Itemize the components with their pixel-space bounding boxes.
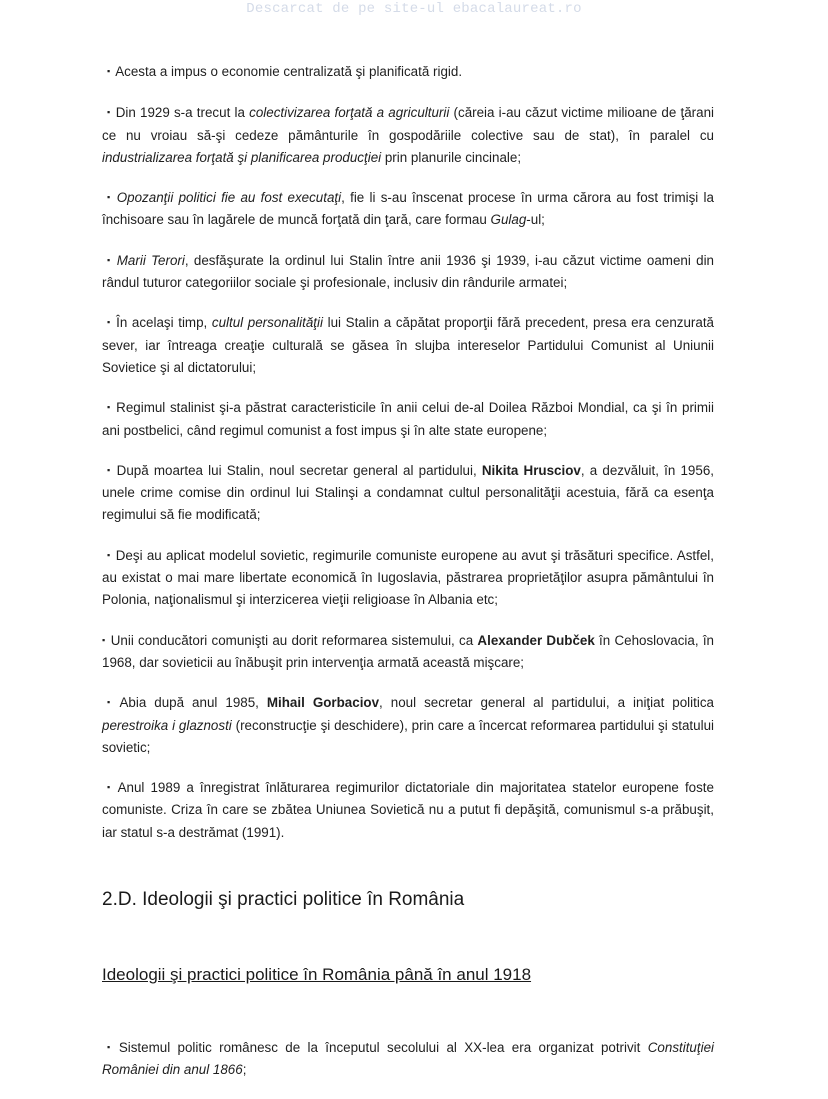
bullet-icon: ▪ [107, 66, 111, 76]
bullet-icon: ▪ [107, 697, 115, 708]
bullet-icon: ▪ [107, 464, 112, 475]
bold-name: Mihail Gorbaciov [266, 695, 380, 711]
paragraph-political-system [102, 1036, 714, 1082]
bullet-icon: ▪ [107, 107, 111, 118]
paragraph-text: , desfăşurate la ordinul lui Stalin între anii 1936 şi 1939, i-au căzut victime oameni din rândul tuturor categoriilor sociale şi profesionale, inclusiv din rândurile armatei; [102, 252, 715, 291]
italic-term: colectivizarea forţată a agriculturii [249, 105, 450, 121]
paragraph-great-terror [102, 249, 714, 295]
italic-term: Opozanţii politici fie au fost executaţi [116, 190, 342, 206]
bold-name: Alexander Dubček [477, 632, 595, 648]
paragraph-text: După moartea lui Stalin, noul secretar general al partidului, [116, 462, 482, 478]
document-body [102, 60, 714, 1099]
paragraph-text: în Cehoslovacia, în 1968, dar sovieticii au înăbuşit prin intervenţia armată această mişcare; [102, 632, 714, 670]
bullet-icon: ▪ [107, 782, 113, 793]
bullet-icon: ▪ [107, 254, 112, 265]
paragraph-text: , a dezvăluit, în 1956, unele crime comise din ordinul lui Stalinşi a condamnat cultul personalităţii acestuia, fără ca esenţa regimului să fie modificată; [102, 462, 714, 523]
italic-term: Gulag [490, 212, 527, 228]
paragraph-hrusciov [102, 459, 714, 527]
italic-term: Marii Terori [116, 252, 185, 268]
watermark-text: Descarcat de pe site-ul ebacalaureat.ro [246, 1, 582, 17]
paragraph-text: Sistemul politic românesc de la începutul secolului al XX-lea era organizat potrivit [118, 1040, 648, 1056]
paragraph-personality-cult [102, 311, 714, 379]
bullet-icon: ▪ [107, 192, 112, 203]
paragraph-text: (căreia i-au căzut victime milioane de ţărani ce nu vroiau să-şi cedeze pământurile în gospodăriile colective sau de stat), în paralel cu [102, 105, 714, 143]
paragraph-text: Acesta a impus o economie centralizată şi planificată rigid. [115, 64, 463, 79]
bullet-icon: ▪ [107, 1042, 114, 1053]
paragraph-stalinist-regime [102, 396, 714, 442]
bullet-icon: ▪ [107, 549, 111, 560]
paragraph-text: , noul secretar general al partidului, a iniţiat politica [379, 695, 714, 711]
paragraph-text: Anul 1989 a înregistrat înlăturarea regimurilor dictatoriale din majoritatea statelor europene foste comuniste. Criza în care se zbătea Uniunea Sovietică nu a putut fi depăşită, comunismul s-a prăbuşit, iar statul s-a destrămat (1991). [102, 780, 714, 840]
paragraph-text: Din 1929 s-a trecut la [115, 105, 250, 121]
italic-term: Constituţiei României din anul 1866 [102, 1040, 714, 1078]
bold-name: Nikita Hrusciov [481, 462, 581, 478]
paragraph-text: Unii conducători comunişti au dorit reformarea sistemului, ca [110, 632, 478, 648]
subsection-heading: Ideologii şi practici politice în România până în anul 1918 [102, 965, 532, 985]
italic-term: cultul personalităţii [211, 315, 323, 331]
section-heading: 2.D. Ideologii şi practici politice în România [102, 889, 465, 911]
bullet-icon: ▪ [107, 317, 112, 328]
paragraph-text: ; [242, 1062, 247, 1078]
bullet-icon: ▪ [102, 634, 106, 645]
paragraph-text: lui Stalin a căpătat proporţii fără precedent, presa era cenzurată sever, iar întreaga creaţie culturală se găsea în slujba intereselor Partidului Comunist al Uniunii Sovietice şi al dictatorului; [102, 315, 714, 375]
paragraph-text: prin planurile cincinale; [381, 149, 522, 165]
paragraph-text: Regimul stalinist şi-a păstrat caracteristicile în anii celui de-al Doilea Război Mondial, ca şi în primii ani postbelici, când regimul comunist a fost impus şi în alte state europene; [102, 400, 714, 438]
paragraph-text: , fie li s-au înscenat procese în urma cărora au fost trimişi la închisoare sau în lagărele de muncă forţată din ţară, care formau [102, 190, 714, 228]
paragraph-text: Deşi au aplicat modelul sovietic, regimurile comuniste europene au avut şi trăsături specifice. Astfel, au existat o mai mare libertate economică în Iugoslavia, păstrarea proprietăţilor asupra pământului în Polonia, naţionalismul şi interzicerea vieţii religioase în Albania etc; [102, 547, 714, 608]
paragraph-specific-features [102, 544, 714, 612]
italic-term: industrializarea forţată şi planificarea producţiei [102, 149, 382, 165]
paragraph-collectivization [102, 101, 714, 169]
paragraph-1989 [102, 776, 714, 844]
bullet-icon: ▪ [107, 402, 112, 413]
paragraph-dubcek [102, 629, 714, 675]
paragraph-text: -ul; [526, 212, 545, 228]
paragraph-text: În acelaşi timp, [116, 315, 212, 331]
paragraph-economy [102, 60, 714, 83]
paragraph-text: (reconstrucţie şi deschidere), prin care a încercat reformarea partidului şi statului sovietic; [102, 717, 714, 755]
italic-term: perestroika i glaznosti [102, 717, 232, 733]
paragraph-opposition [102, 186, 714, 232]
paragraph-text: Abia după anul 1985, [119, 695, 267, 711]
paragraph-gorbaciov [102, 691, 714, 759]
